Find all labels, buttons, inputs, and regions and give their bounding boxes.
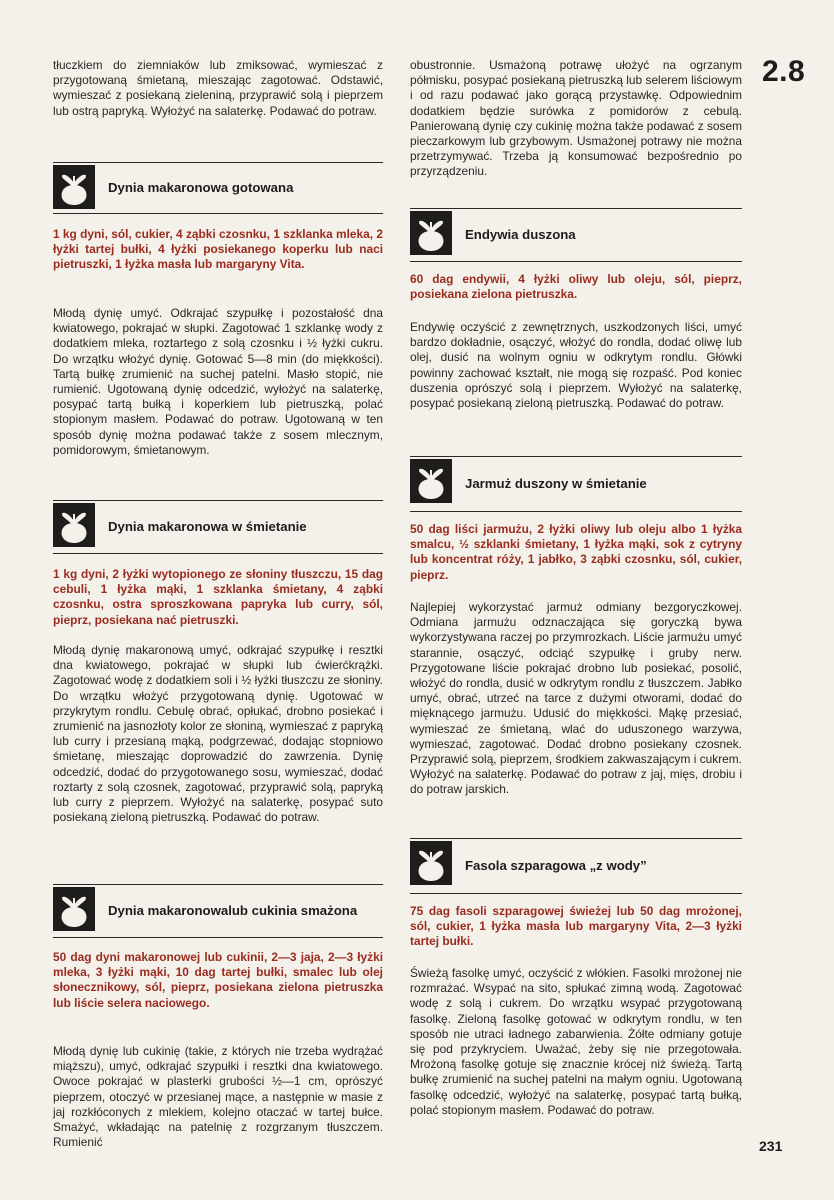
recipe-ingredients: 50 dag liści jarmużu, 2 łyżki oliwy lub oleju albo 1 łyżka smalcu, ½ szklanki śmietany, 1 łyżka mąki, sok z cytryny lub koncentrat róży, 1 jabłko, 3 ząbki czosnku, sól, cukier, pieprz.: [410, 522, 742, 582]
vegetable-icon: [410, 841, 452, 885]
recipe-title: Fasola szparagowa „z wody”: [465, 858, 647, 873]
recipe-header-dynia-smazona: [53, 884, 383, 938]
recipe-ingredients: 1 kg dyni, 2 łyżki wytopionego ze słoniny tłuszczu, 15 dag cebuli, 1 łyżka mąki, 1 szklanka śmietany, 4 ząbki czosnku, ostra sproszkowana papryka lub curry, sól, pieprz, posiekana nać pietruszki.: [53, 567, 383, 627]
recipe-title: Dynia makaronowa lub cukinia smażona: [108, 903, 358, 918]
recipe-ingredients: 50 dag dyni makaronowej lub cukinii, 2—3 jaja, 2—3 łyżki mleka, 3 łyżki mąki, 10 dag tartej bułki, smalec lub olej słonecznikowy, sól, pieprz, posiekana zielona pietruszka lub liście selera naciowego.: [53, 950, 383, 1010]
recipe-ingredients: 75 dag fasoli szparagowej świeżej lub 50 dag mrożonej, sól, cukier, 1 łyżka masła lub margaryny Vita, 2—3 łyżki tartej bułki.: [410, 904, 742, 949]
recipe-instructions: Najlepiej wykorzystać jarmuż odmiany bezgoryczkowej. Odmiana jarmużu odznaczająca się goryczką bywa wykorzystywana raczej po przymrozkach. Liście jarmużu umyć starannie, osączyć, odciąć szypułkę i gruby nerw. Przygotowane liście pokrajać drobno lub posiekać, posolić, włożyć do rondla, dusić w odkrytym rondlu z tłuszczem. Jabłko umyć, obrać, utrzeć na tarce z dużymi otworami, dodać do mięknącego jarmużu. Udusić do miękkości. Mąkę przesiać, wymieszać ze śmietaną, wlać do uduszonego warzywa, wymieszać, zagotować. Dodać drobno posiekany czosnek. Przyprawić solą, pieprzem, środkiem zakwaszającym i cukrem. Wyłożyć na salaterkę. Podawać do potraw z jaj, mięs, drobiu i do potraw jarskich.: [410, 600, 742, 797]
recipe-header-jarmuz: [410, 456, 742, 512]
continued-text: tłuczkiem do ziemniaków lub zmiksować, wymieszać z przygotowaną śmietaną, mieszając zagotować. Odstawić, wymieszać z posiekaną zieleniną, przyprawić solą i pieprzem lub ostrą papryką. Wyłożyć na salaterkę. Podawać do potraw.: [53, 58, 383, 118]
recipe-header-dynia-gotowana: [53, 162, 383, 214]
recipe-instructions: Młodą dynię umyć. Odkrajać szypułkę i pozostałość dna kwiatowego, pokrajać w słupki. Zagotować 1 szklankę wody z dodatkiem mleka, roztartego z solą czosnku i ½ łyżki cukru. Do wrzątku włożyć dynię. Gotować 5—8 min (do miękkości). Tartą bułkę zrumienić na suchej patelni. Masło stopić, nie rumienić. Ugotowaną dynię odcedzić, wyłożyć na salaterkę, posypać tartą bułką i koperkiem lub pietruszką, polać stopionym masłem. Podawać do potraw. Ugotowaną w ten sposób dynię można podawać także z sosem mlecznym, pomidorowym, śmietanowym.: [53, 306, 383, 457]
recipe-instructions: Świeżą fasolkę umyć, oczyścić z włókien. Fasolki mrożonej nie rozmrażać. Wsypać na sito, spłukać zimną wodą. Zagotować wodę z solą i cukrem. Do wrzątku wsypać przygotowaną fasolkę. Zieloną fasolkę gotować w odkrytym rondlu, w ten sposób nie utraci ładnego zabarwienia. Żółte odmiany gotuje się pod przykryciem. Uważać, żeby się nie przegotowała. Mrożoną fasolkę gotuje się znacznie krócej niż świeżą. Tartą bułkę zrumienić na suchej patelni na małym ogniu. Ugotowaną fasolkę odcedzić, wyłożyć na salaterkę, posypać tartą bułką, polać stopionym masłem. Podawać do potraw.: [410, 966, 742, 1117]
recipe-title: Endywia duszona: [465, 227, 576, 242]
vegetable-icon: [410, 211, 452, 255]
recipe-instructions: Młodą dynię makaronową umyć, odkrajać szypułkę i resztki dna kwiatowego, pokrajać w słupki lub ćwierćkrążki. Zagotować wodę z dodatkiem soli i ½ łyżki tłuszczu ze słoniny. Do wrzątku włożyć przygotowaną dynię. Ugotować w przykrytym rondlu. Cebulę obrać, opłukać, drobno posiekać i zrumienić na jasnozłoty kolor ze słoniną, wymieszać z papryką lub curry i przesianą mąką, podgrzewać, dodając stopniowo śmietanę, mieszając doprowadzić do zawrzenia. Dynię odcedzić, dodać do przygotowanego sosu, wymieszać, dodać roztarty z solą czosnek, zagotować, przyprawić solą, papryką lub curry z pieprzem. Wyłożyć na salaterkę, posypać suto posiekaną zieloną pietruszką. Podawać do potraw.: [53, 643, 383, 825]
continued-text: obustronnie. Usmażoną potrawę ułożyć na ogrzanym półmisku, posypać posiekaną pietruszką lub selerem liściowym i od razu podawać jako gorącą przystawkę. Odpowiednim dodatkiem będzie surówka z pomidorów z cebulą. Panierowaną dynię czy cukinię można także podawać z sosem pieczarkowym lub grzybowym. Usmażonej potrawy nie można przetrzymywać. Trzeba ją konsumować bezpośrednio po przyrządzeniu.: [410, 58, 742, 179]
vegetable-icon: [410, 459, 452, 503]
recipe-header-fasola: [410, 838, 742, 894]
recipe-ingredients: 1 kg dyni, sól, cukier, 4 ząbki czosnku, 1 szklanka mleka, 2 łyżki tartej bułki, 4 łyżki posiekanego koperku lub naci pietruszki, 1 łyżka masła lub margaryny Vita.: [53, 227, 383, 272]
vegetable-icon: [53, 503, 95, 547]
vegetable-icon: [53, 887, 95, 931]
vegetable-icon: [53, 165, 95, 209]
recipe-instructions: Młodą dynię lub cukinię (takie, z których nie trzeba wydrążać miąższu), umyć, odkrajać szypułki i resztki dna kwiatowego. Owoce pokrajać w plasterki grubości ½—1 cm, oprószyć pieprzem, otoczyć w przesianej mące, a następnie w masie z jaj rozkłóconych z mlekiem, kolejno otaczać w tartej bułce. Smażyć, wkładając na patelnię z rozgrzanym tłuszczem. Rumienić: [53, 1044, 383, 1150]
recipe-instructions: Endywię oczyścić z zewnętrznych, uszkodzonych liści, umyć bardzo dokładnie, osączyć, włożyć do rondla, dodać oliwę lub olej, dusić na wolnym ogniu w odkrytym rondlu. Główki powinny zachować kształt, nie mogą się rozpaść. Pod koniec duszenia oprószyć solą i pieprzem. Wyłożyć na salaterkę, posypać posiekaną zieloną pietruszką. Podawać do potraw.: [410, 320, 742, 411]
recipe-title: Dynia makaronowa gotowana: [108, 180, 294, 195]
section-number: 2.8: [762, 55, 806, 88]
recipe-ingredients: 60 dag endywii, 4 łyżki oliwy lub oleju, sól, pieprz, posiekana zielona pietruszka.: [410, 272, 742, 302]
recipe-header-dynia-smietana: [53, 500, 383, 554]
recipe-title: Jarmuż duszony w śmietanie: [465, 476, 647, 491]
page-number: 231: [759, 1138, 783, 1154]
recipe-header-endywia: [410, 208, 742, 262]
recipe-title: Dynia makaronowa w śmietanie: [108, 519, 307, 534]
